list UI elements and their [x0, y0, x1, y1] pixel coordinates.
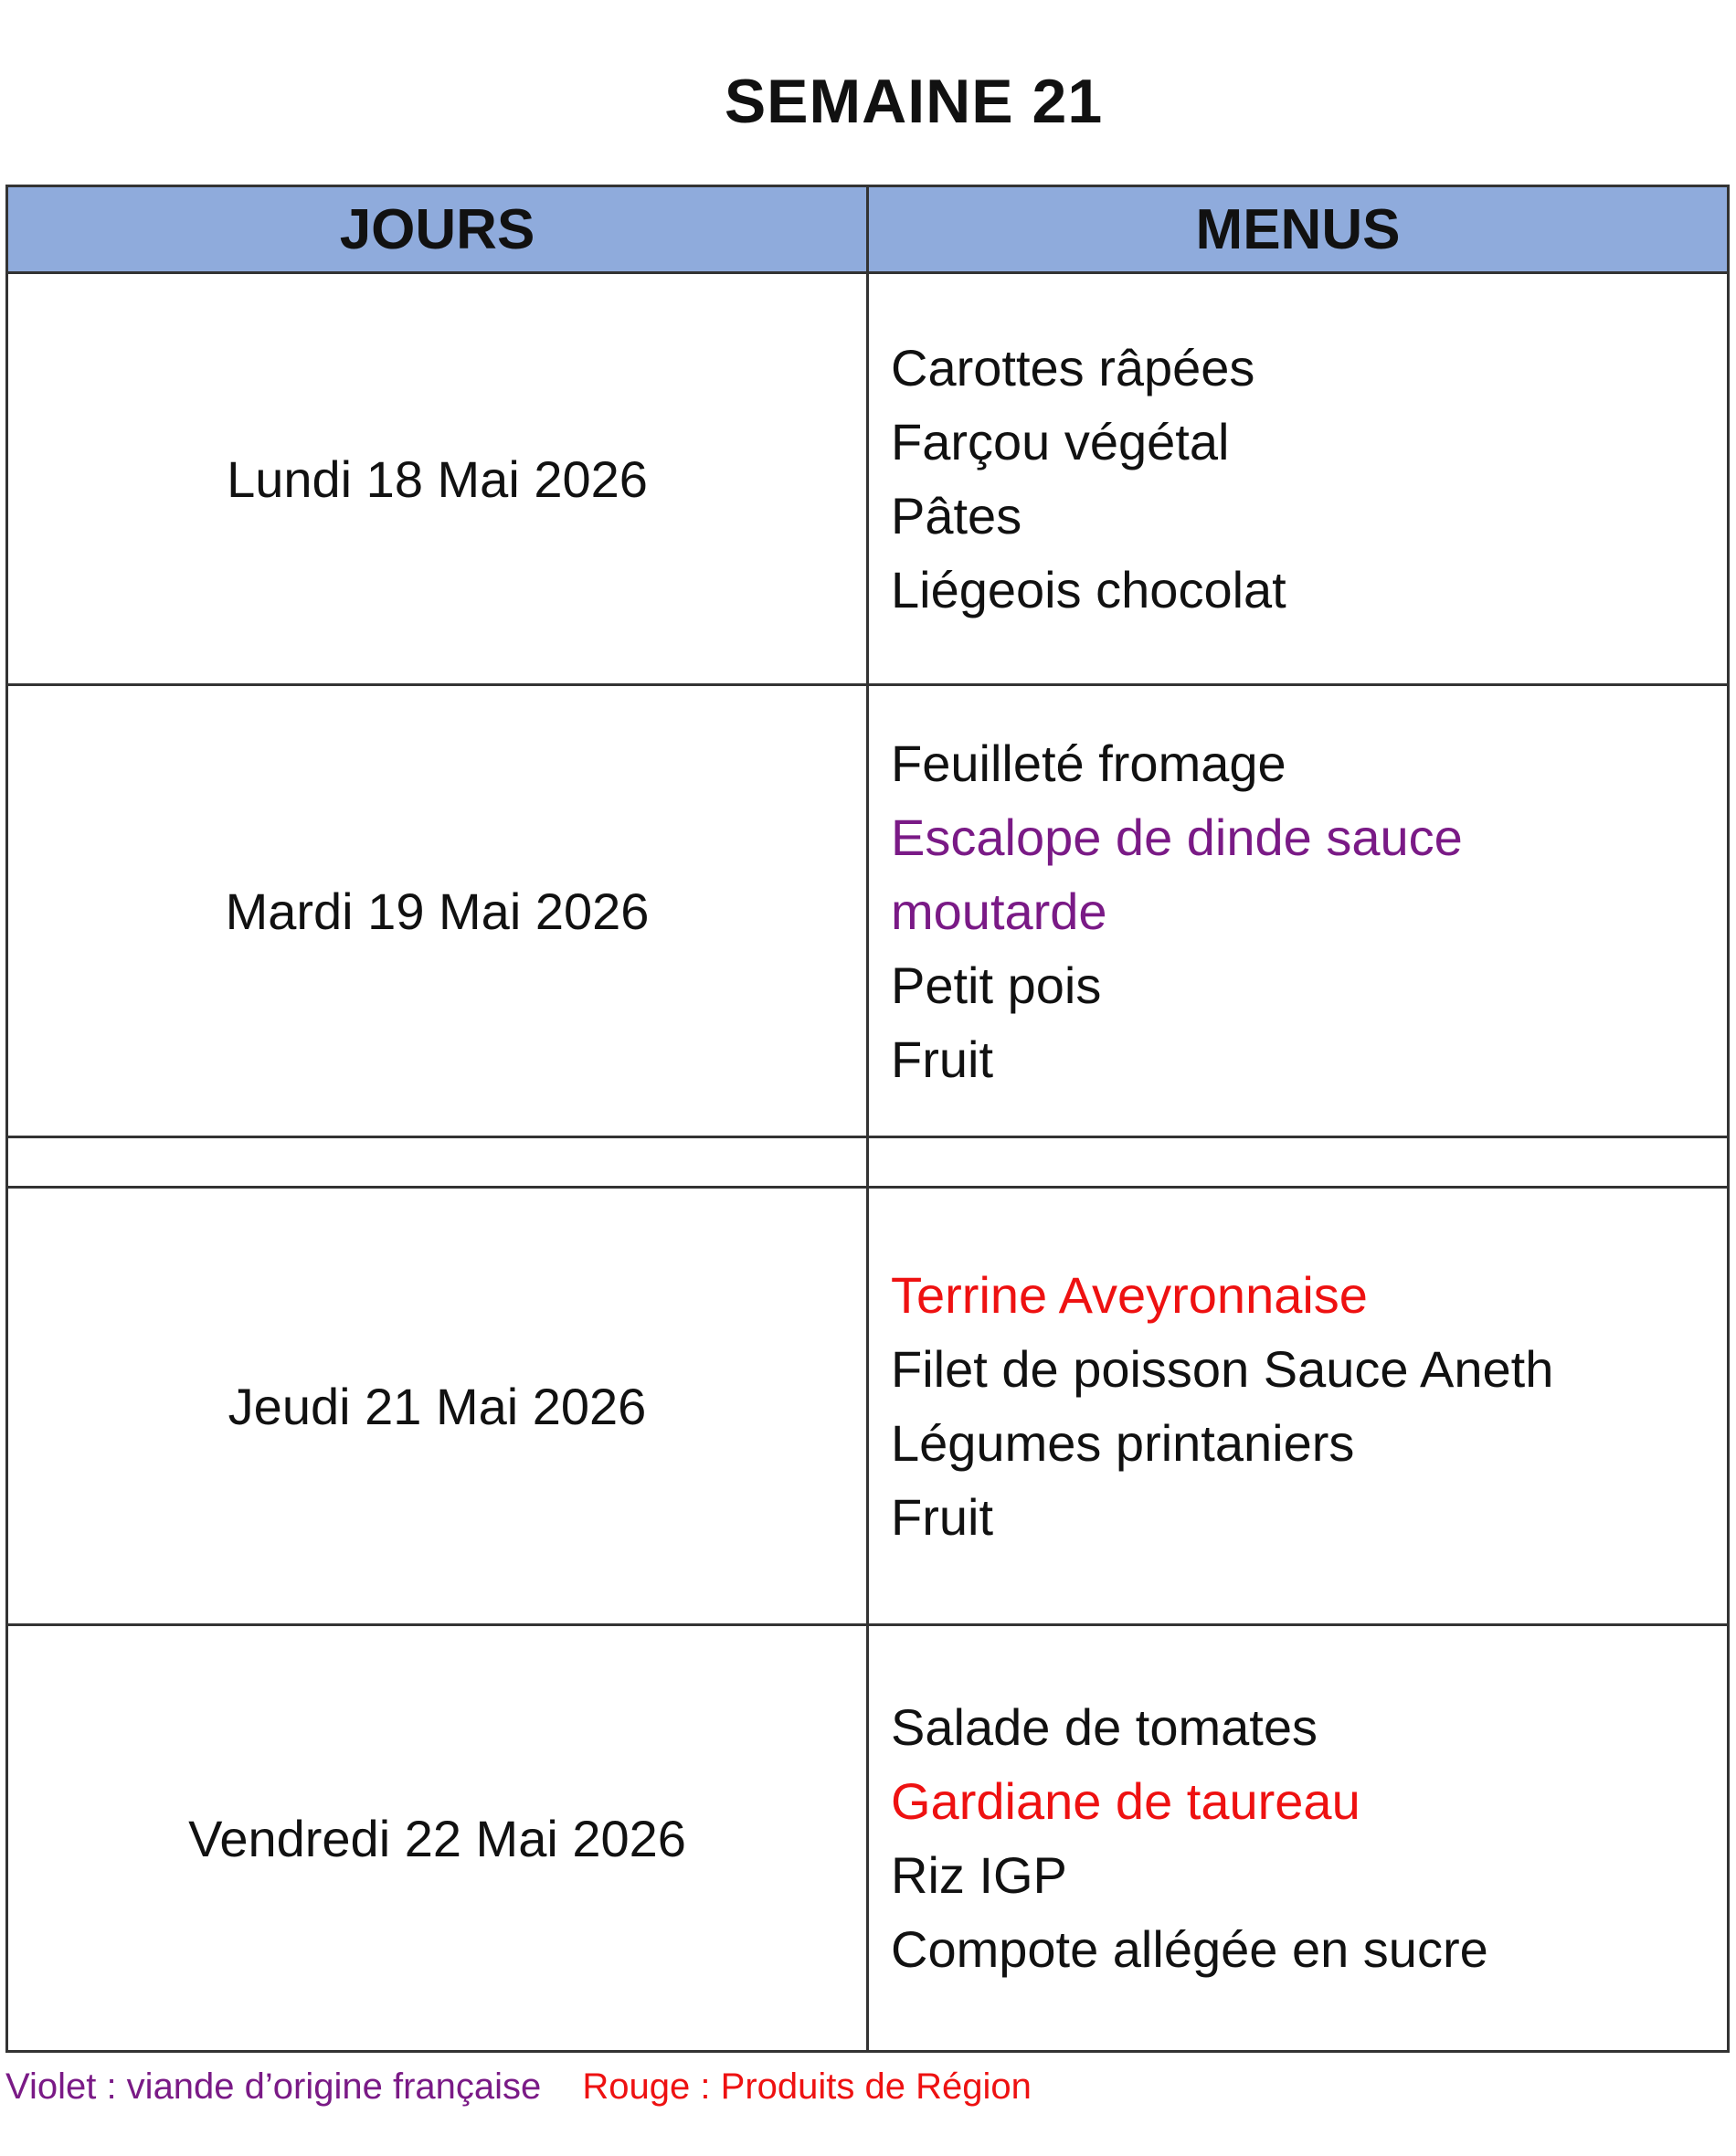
menu-item: Pâtes: [891, 487, 1022, 544]
menu-item: Riz IGP: [891, 1846, 1067, 1904]
empty-cell: [868, 1137, 1729, 1188]
legend-violet: Violet : viande d’origine française: [5, 2066, 542, 2107]
menu-items: [868, 1188, 1729, 1625]
menu-item: Légumes printaniers: [891, 1414, 1355, 1472]
table-row: [7, 1625, 1729, 2052]
empty-cell: [7, 1137, 868, 1188]
header-days: JOURS: [7, 186, 868, 273]
menu-table: [5, 185, 1730, 2053]
table-row: [7, 1188, 1729, 1625]
menu-item: Gardiane de taureau: [891, 1772, 1360, 1830]
menu-item: Fruit: [891, 1030, 993, 1088]
day-label: Vendredi 22 Mai 2026: [7, 1625, 868, 2052]
menu-items: [868, 273, 1729, 685]
menu-item: Salade de tomates: [891, 1698, 1318, 1756]
menu-item: Liégeois chocolat: [891, 561, 1286, 618]
color-legend: [5, 2066, 1063, 2108]
empty-row: [7, 1137, 1729, 1188]
menu-item: Fruit: [891, 1488, 993, 1546]
legend-rouge: Rouge : Produits de Région: [582, 2066, 1032, 2107]
header-menus: MENUS: [868, 186, 1729, 273]
menu-items: [868, 1625, 1729, 2052]
menu-item: Terrine Aveyronnaise: [891, 1266, 1368, 1324]
day-label: Mardi 19 Mai 2026: [7, 685, 868, 1137]
menu-item: Compote allégée en sucre: [891, 1920, 1488, 1978]
day-label: Jeudi 21 Mai 2026: [7, 1188, 868, 1625]
menu-item: Filet de poisson Sauce Aneth: [891, 1340, 1554, 1398]
menu-item: Escalope de dinde sauce moutarde: [891, 808, 1463, 940]
menu-item: Petit pois: [891, 956, 1102, 1014]
table-header-row: [7, 186, 1729, 273]
page-title: SEMAINE 21: [724, 67, 1104, 136]
menu-items: [868, 685, 1729, 1137]
menu-item: Feuilleté fromage: [891, 734, 1286, 792]
table-row: [7, 273, 1729, 685]
table-row: [7, 685, 1729, 1137]
menu-item: Carottes râpées: [891, 339, 1255, 396]
menu-item: Farçou végétal: [891, 413, 1230, 470]
day-label: Lundi 18 Mai 2026: [7, 273, 868, 685]
